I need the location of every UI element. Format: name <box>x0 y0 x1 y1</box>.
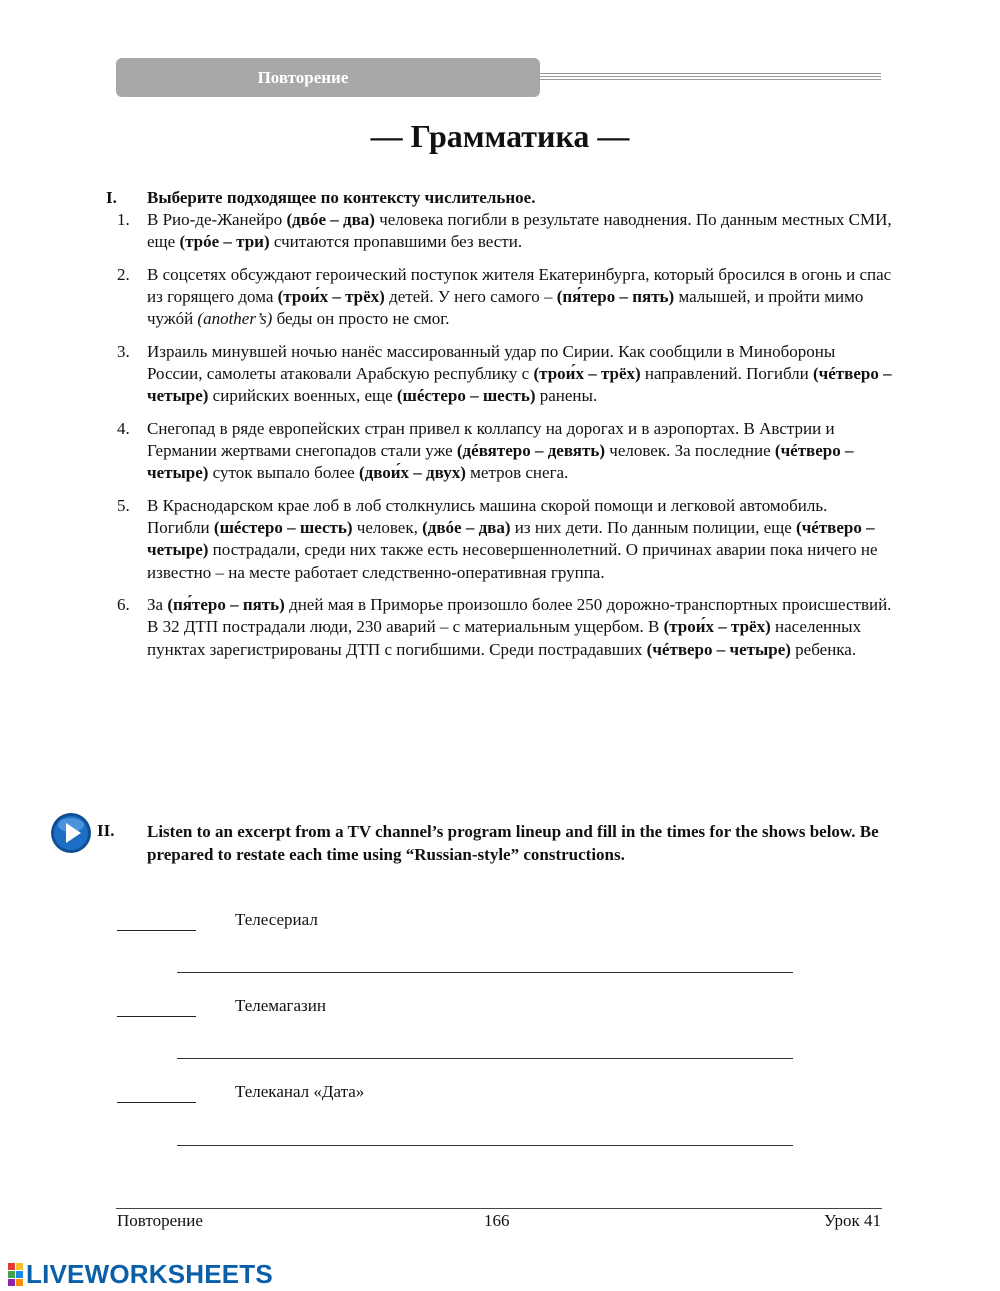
exercise-text: населенных пунктах зарегистрированы ДТП с погибшими. Среди пострадавших <box>147 617 862 659</box>
numeral-choice[interactable]: (чéтверо – четыре) <box>147 364 892 406</box>
exercise-text: беды он просто не смог. <box>272 309 450 329</box>
exercise-text: детей. У него самого – <box>384 287 557 307</box>
logo-text: LIVEWORKSHEETS <box>26 1258 273 1289</box>
exercise-number: 1. <box>117 210 130 229</box>
exercise-item <box>117 594 892 661</box>
numeral-choice[interactable]: (двóе – два) <box>422 518 511 538</box>
numeral-choice[interactable]: (чéтверо – четыре) <box>646 639 791 659</box>
page-title: — Грамматика — <box>370 118 630 154</box>
numeral-choice[interactable]: (шéстеро – шесть) <box>213 518 353 538</box>
numeral-choice[interactable]: (шéстеро – шесть) <box>396 386 536 406</box>
exercise-text: дней мая в Приморье произошло более 250 дорожно-транспортных происшествий. В 32 ДТП пострадали люди, 230 аварий – с материальным ущербом. В <box>147 595 892 637</box>
exercise-number: 6. <box>117 595 130 615</box>
exercise-text: из них дети. По данным полиции, еще <box>510 518 797 538</box>
exercise-text: метров снега. <box>465 463 569 483</box>
exercise-text: В Рио-де-Жанейро <box>147 210 287 229</box>
audio-play-icon[interactable] <box>50 812 92 854</box>
show-name-2: Телемагазин <box>235 996 326 1015</box>
liveworksheets-logo[interactable] <box>8 1259 273 1289</box>
show-name-3: Телеканал «Дата» <box>235 1082 365 1101</box>
exercise-text: считаются пропавшими без вести. <box>269 232 523 252</box>
section-1-heading: Выберите подходящее по контексту числительное. <box>147 188 536 207</box>
header-decorative-lines <box>540 73 881 81</box>
exercise-item <box>117 264 892 331</box>
exercise-text: малышей, и пройти мимо чужóй <box>147 287 864 329</box>
exercise-number: 3. <box>117 341 130 361</box>
logo-blocks-icon <box>8 1263 22 1285</box>
footer-section-label: Повторение <box>117 1211 203 1230</box>
exercise-text: Снегопад в ряде европейских стран привел к коллапсу на дорогах и в аэропортах. В Австрии и Германии жертвами снегопадов стали уже <box>147 418 835 461</box>
numeral-choice[interactable]: (трои́х – трёх) <box>533 364 641 384</box>
exercise-list <box>117 209 892 671</box>
footer-divider <box>116 1208 882 1209</box>
exercise-number: 5. <box>117 495 130 515</box>
numeral-choice[interactable]: (трóе – три) <box>179 232 270 252</box>
numeral-choice[interactable]: (пя́теро – пять) <box>556 287 675 307</box>
exercise-text: человек. За последние <box>605 441 775 461</box>
exercise-number: 2. <box>117 264 130 284</box>
numeral-choice[interactable]: (дéвятеро – девять) <box>456 441 606 461</box>
exercise-text: За <box>147 595 168 615</box>
section-1-number: I. <box>106 188 117 207</box>
exercise-text: направлений. Погибли <box>640 364 814 384</box>
answer-line-2[interactable] <box>177 1058 793 1059</box>
time-blank-2[interactable] <box>117 1016 196 1017</box>
exercise-text: суток выпало более <box>208 463 359 483</box>
answer-line-3[interactable] <box>177 1145 793 1146</box>
numeral-choice[interactable]: (чéтверо – четыре) <box>147 518 875 560</box>
numeral-choice[interactable]: (трои́х – трёх) <box>277 287 385 307</box>
section-2-number: II. <box>97 821 115 840</box>
show-name-1: Телесериал <box>235 910 318 929</box>
footer-lesson-label: Урок 41 <box>823 1211 881 1230</box>
exercise-text: В Краснодарском крае лоб в лоб столкнулись машина скорой помощи и легковой автомобиль. Погибли <box>147 495 828 538</box>
exercise-text: человека погибли в результате наводнения. По данным местных СМИ, еще <box>147 210 892 252</box>
exercise-item <box>117 418 892 485</box>
numeral-choice[interactable]: (трои́х – трёх) <box>663 617 771 637</box>
time-blank-1[interactable] <box>117 930 196 931</box>
section-header-bar <box>116 58 540 97</box>
section-2-instruction: Listen to an excerpt from a TV channel’s program lineup and fill in the times for the shows below. Be prepared to restate each time using “Russian-style” constructions. <box>147 822 879 864</box>
exercise-text: ранены. <box>535 386 598 406</box>
exercise-text: ребенка. <box>790 639 857 659</box>
numeral-choice[interactable]: (двóе – два) <box>286 210 375 229</box>
exercise-text: Израиль минувшей ночью нанёс массированный удар по Сирии. Как сообщили в Минобороны России, самолеты атаковали Арабскую республику с <box>147 341 836 384</box>
exercise-item <box>117 495 892 585</box>
numeral-choice[interactable]: (двои́х – двух) <box>358 463 466 483</box>
exercise-text: сирийских военных, еще <box>208 386 397 406</box>
numeral-choice[interactable]: (пя́теро – пять) <box>167 595 285 615</box>
numeral-choice[interactable]: (чéтверо – четыре) <box>147 441 854 483</box>
exercise-item <box>117 341 892 408</box>
section-header-label: Повторение <box>257 67 349 87</box>
exercise-item <box>117 209 892 254</box>
time-blank-3[interactable] <box>117 1102 196 1103</box>
answer-line-1[interactable] <box>177 972 793 973</box>
exercise-text: человек, <box>352 518 423 538</box>
exercise-text: В соцсетях обсуждают героический поступок жителя Екатеринбурга, который бросился в огонь и спас из горящего дома <box>147 264 892 307</box>
exercise-number: 4. <box>117 418 130 438</box>
footer-page-number: 166 <box>484 1211 510 1230</box>
gloss-text: (another’s) <box>197 309 273 329</box>
exercise-text: пострадали, среди них также есть несовершеннолетний. О причинах аварии пока ничего не известно – на месте работает следственно-оперативная группа. <box>147 540 878 582</box>
